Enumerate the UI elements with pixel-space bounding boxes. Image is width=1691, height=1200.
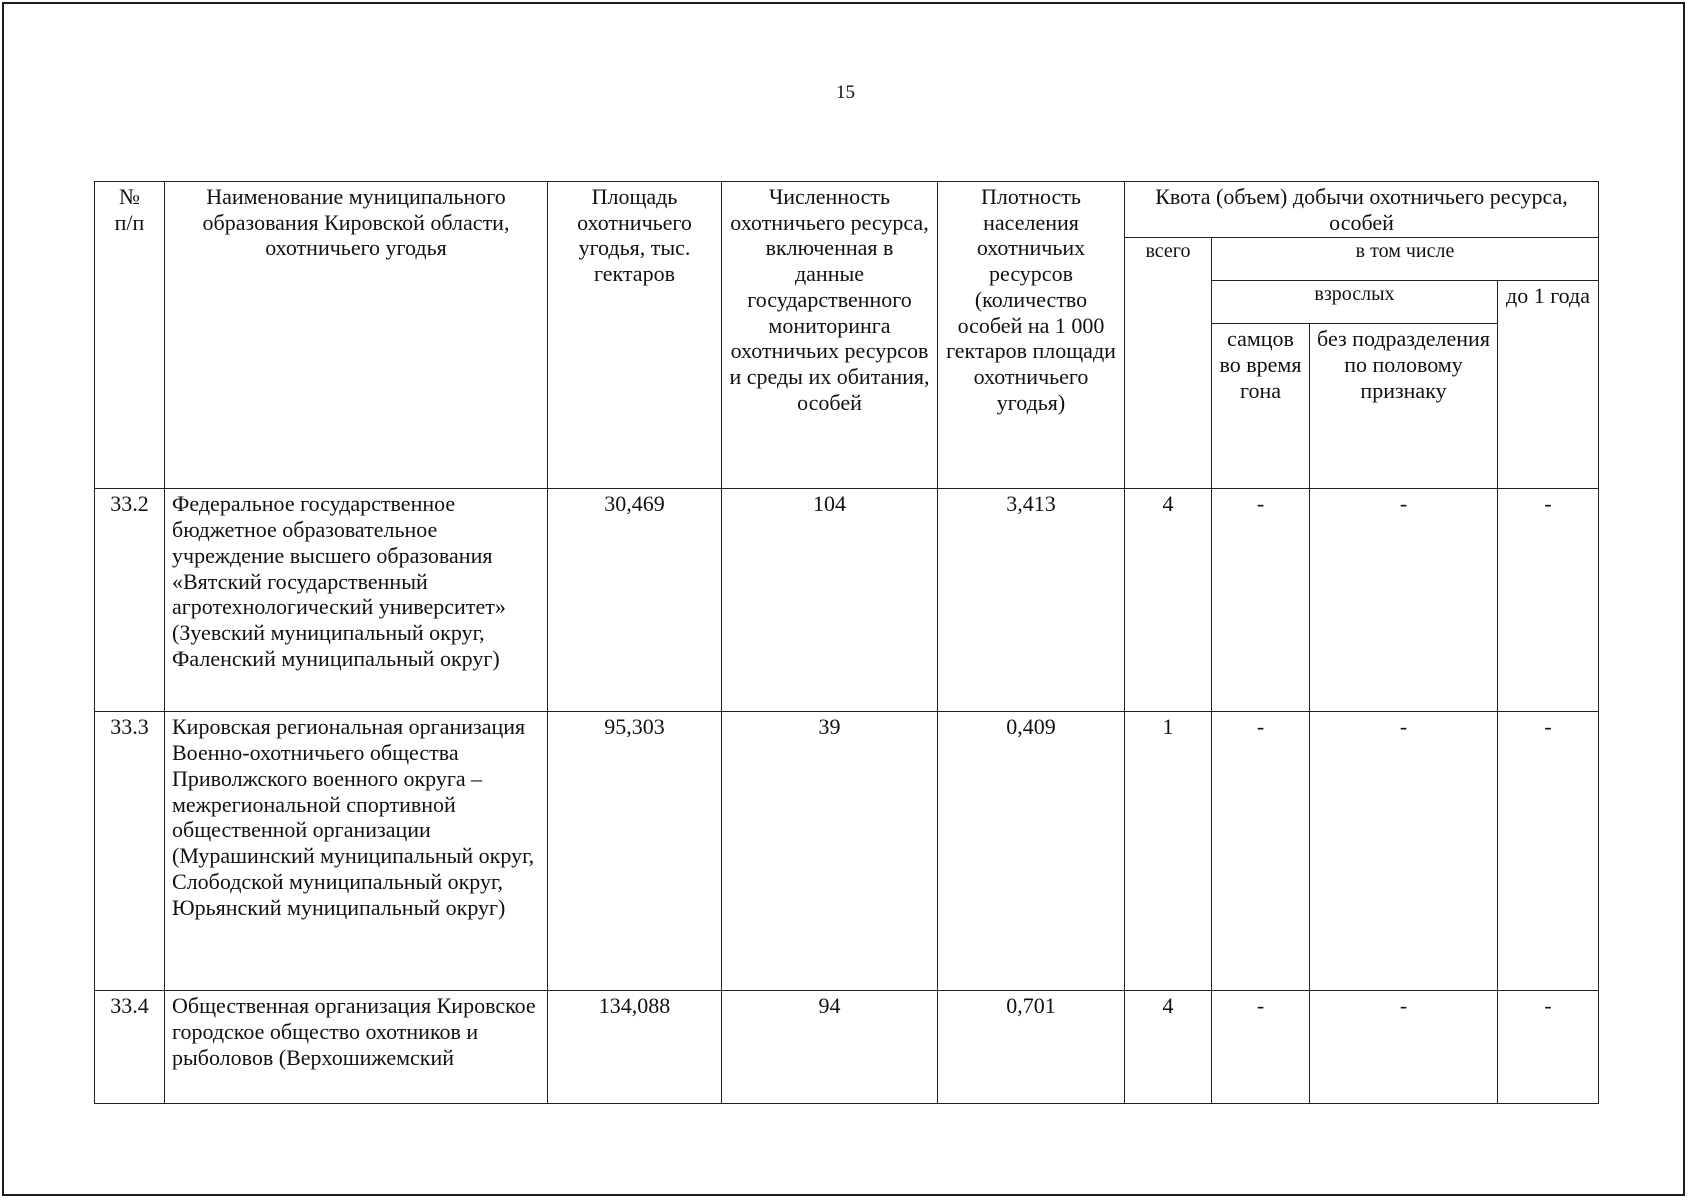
cell-area: 134,088 bbox=[548, 991, 722, 1104]
header-density: Плотность населения охотничьих ресурсов (количество особей на 1 000 гектаров площади охотничьего угодья) bbox=[938, 182, 1125, 489]
table-row bbox=[95, 712, 1599, 991]
cell-under1: - bbox=[1498, 712, 1599, 991]
cell-population: 104 bbox=[722, 489, 938, 712]
page-number: 15 bbox=[836, 82, 855, 103]
cell-name: Кировская региональная организация Военно-охотничьего общества Приволжского военного округа – межрегиональной спортивной общественной организации (Мурашинский муниципальный округ, Слободской муниципальный округ, Юрьянский муниципальный округ) bbox=[165, 712, 548, 991]
cell-total: 1 bbox=[1125, 712, 1212, 991]
cell-population: 94 bbox=[722, 991, 938, 1104]
cell-num: 33.4 bbox=[95, 991, 165, 1104]
cell-under1: - bbox=[1498, 991, 1599, 1104]
cell-density: 0,701 bbox=[938, 991, 1125, 1104]
header-name: Наименование муниципального образования Кировской области, охотничьего угодья bbox=[165, 182, 548, 489]
header-row bbox=[95, 182, 1599, 238]
header-total: всего bbox=[1125, 238, 1212, 489]
cell-males-rut: - bbox=[1212, 489, 1310, 712]
cell-no-sex-split: - bbox=[1310, 712, 1498, 991]
cell-num: 33.2 bbox=[95, 489, 165, 712]
header-males-rut: самцов во время гона bbox=[1212, 324, 1310, 489]
cell-total: 4 bbox=[1125, 991, 1212, 1104]
quota-table bbox=[94, 181, 1599, 1104]
table-row bbox=[95, 991, 1599, 1104]
cell-area: 95,303 bbox=[548, 712, 722, 991]
cell-total: 4 bbox=[1125, 489, 1212, 712]
cell-males-rut: - bbox=[1212, 712, 1310, 991]
cell-name: Общественная организация Кировское городское общество охотников и рыболовов (Верхошижемский bbox=[165, 991, 548, 1104]
header-num: № п/п bbox=[95, 182, 165, 489]
cell-density: 0,409 bbox=[938, 712, 1125, 991]
header-under1: до 1 года bbox=[1498, 281, 1599, 489]
header-quota: Квота (объем) добычи охотничьего ресурса, особей bbox=[1125, 182, 1599, 238]
cell-no-sex-split: - bbox=[1310, 489, 1498, 712]
cell-no-sex-split: - bbox=[1310, 991, 1498, 1104]
cell-area: 30,469 bbox=[548, 489, 722, 712]
cell-name: Федеральное государственное бюджетное образовательное учреждение высшего образования «Вятский государственный агротехнологический университет» (Зуевский муниципальный округ, Фаленский муниципальный округ) bbox=[165, 489, 548, 712]
cell-under1: - bbox=[1498, 489, 1599, 712]
header-including: в том числе bbox=[1212, 238, 1599, 281]
table-row bbox=[95, 489, 1599, 712]
cell-males-rut: - bbox=[1212, 991, 1310, 1104]
cell-num: 33.3 bbox=[95, 712, 165, 991]
header-no-sex-split: без подразделения по половому признаку bbox=[1310, 324, 1498, 489]
header-population: Численность охотничьего ресурса, включенная в данные государственного мониторинга охотничьих ресурсов и среды их обитания, особей bbox=[722, 182, 938, 489]
header-area: Площадь охотничьего угодья, тыс. гектаров bbox=[548, 182, 722, 489]
cell-density: 3,413 bbox=[938, 489, 1125, 712]
header-adults: взрослых bbox=[1212, 281, 1498, 324]
cell-population: 39 bbox=[722, 712, 938, 991]
